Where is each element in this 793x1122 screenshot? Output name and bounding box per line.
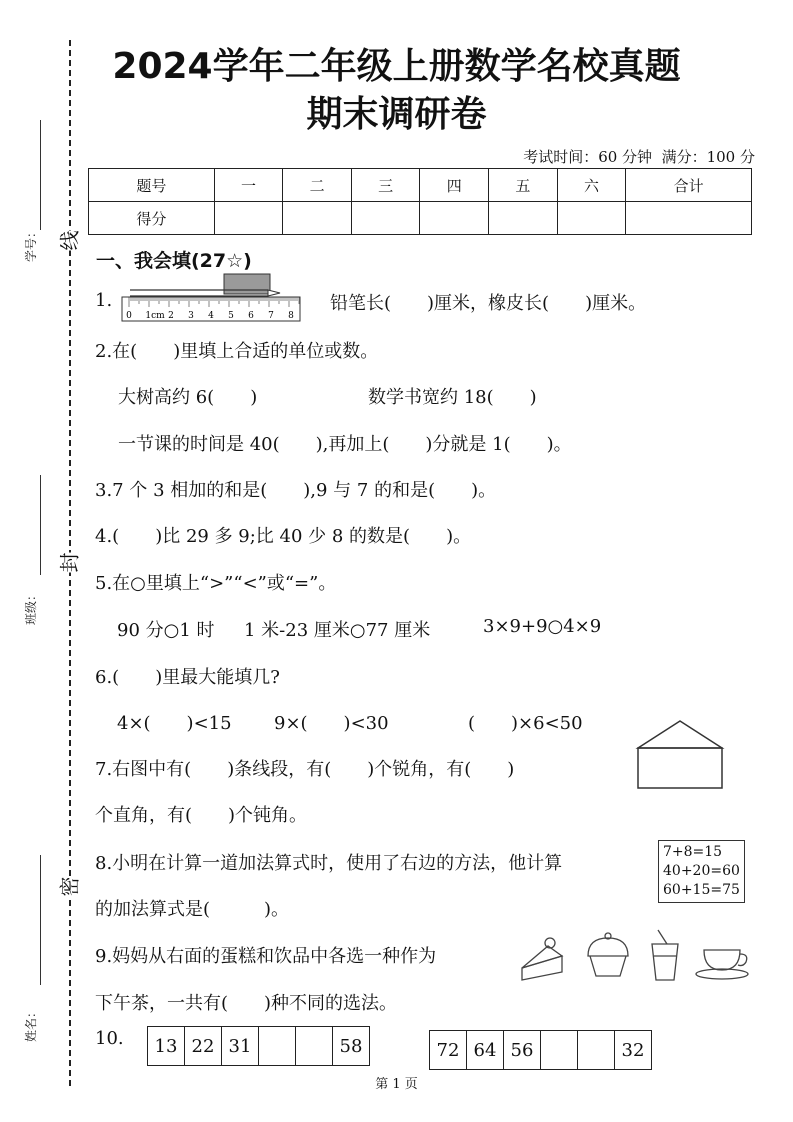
score-cell[interactable]: [283, 202, 352, 235]
q5-item-c: 3×9+9○4×9: [483, 616, 602, 637]
score-cell[interactable]: [557, 202, 626, 235]
q7-text-line2: 个直角，有( )个钝角。: [95, 805, 308, 826]
q8-text-line2: 的加法算式是( )。: [95, 899, 290, 920]
banji-line: [40, 475, 41, 575]
sequence-blank-cell[interactable]: [296, 1027, 333, 1066]
ruler-tick-label: 7: [268, 311, 274, 321]
ruler-tick-label: 8: [288, 311, 294, 321]
calc-line: 40+20=60: [663, 863, 740, 879]
cake-slice-icon: [522, 938, 562, 980]
sequence-cell: 58: [333, 1027, 370, 1066]
sequence-cell: 56: [504, 1031, 541, 1070]
score-header-cell: 合计: [626, 169, 752, 202]
q6-text: 6.( )里最大能填几?: [95, 667, 280, 688]
sequence-blank-cell[interactable]: [541, 1031, 578, 1070]
q2-item-c: 一节课的时间是 40( ),再加上( )分就是 1( )。: [118, 434, 572, 455]
score-cell[interactable]: [351, 202, 420, 235]
q6-item-c: ( )×6<50: [468, 713, 583, 734]
ruler-tick-label: 0: [126, 311, 132, 321]
calculation-box: [658, 840, 745, 903]
calc-line: 7+8=15: [663, 844, 723, 860]
score-header-cell: 五: [489, 169, 558, 202]
ruler-tick-label: 6: [248, 311, 254, 321]
score-header-row: [89, 169, 752, 202]
page-number: 第 1 页: [375, 1077, 418, 1092]
sequence-blank-cell[interactable]: [578, 1031, 615, 1070]
sequence-cell: 31: [222, 1027, 259, 1066]
teacup-icon: [696, 950, 748, 979]
q9-text-line2: 下午茶，一共有( )种不同的选法。: [95, 993, 398, 1014]
q2-text: 2.在( )里填上合适的单位或数。: [95, 341, 379, 362]
eraser-shape: [224, 274, 270, 294]
score-header-cell: 四: [420, 169, 489, 202]
exam-info: 考试时间：60 分钟 满分：100 分: [523, 148, 755, 166]
page-title: 2024学年二年级上册数学名校真题: [112, 46, 681, 87]
side-char-feng: 封: [54, 553, 83, 573]
ruler-tick-label: 3: [188, 311, 194, 321]
q4-text: 4.( )比 29 多 9;比 40 少 8 的数是( )。: [95, 526, 472, 547]
q10-number: 10.: [95, 1028, 124, 1049]
q6-item-a: 4×( )<15: [117, 713, 232, 734]
q3-text: 3.7 个 3 相加的和是( ),9 与 7 的和是( )。: [95, 480, 497, 501]
triangle-roof: [638, 721, 722, 748]
xingming-label: 姓名：: [24, 1005, 38, 1042]
score-cell[interactable]: [489, 202, 558, 235]
q8-text-line1: 8.小明在计算一道加法算式时，使用了右边的方法，他计算: [95, 853, 563, 874]
score-header-cell: 六: [557, 169, 626, 202]
score-cell[interactable]: [626, 202, 752, 235]
xuehao-label: 学号：: [24, 225, 38, 262]
number-sequence-2: [429, 1030, 652, 1070]
side-char-xian: 线: [54, 231, 83, 251]
q5-item-b: 1 米-23 厘米○77 厘米: [244, 620, 431, 641]
q2-item-b: 数学书宽约 18( ): [368, 387, 537, 408]
score-header-cell: 一: [214, 169, 283, 202]
score-header-cell: 二: [283, 169, 352, 202]
house-shape-figure: [634, 718, 726, 792]
ruler-tick-label: 1cm: [145, 311, 165, 321]
xingming-line: [40, 855, 41, 985]
xuehao-line: [40, 120, 41, 230]
ruler-tick-label: 5: [228, 311, 234, 321]
q1-number: 1.: [95, 290, 113, 311]
drink-cup-icon: [652, 930, 678, 980]
score-row-label: 得分: [89, 202, 215, 235]
cupcake-icon: [588, 933, 628, 976]
q5-item-a: 90 分○1 时: [117, 620, 215, 641]
desserts-drinks-figure: [518, 928, 758, 984]
sequence-cell: 32: [615, 1031, 652, 1070]
q1-text: 铅笔长( )厘米，橡皮长( )厘米。: [330, 293, 647, 314]
rectangle-body: [638, 748, 722, 788]
sequence-cell: 64: [467, 1031, 504, 1070]
ruler-pencil-eraser-figure: [118, 270, 308, 326]
q6-item-b: 9×( )<30: [274, 713, 389, 734]
side-char-mi: 密: [54, 877, 83, 897]
sequence-cell: 22: [185, 1027, 222, 1066]
ruler-tick-label: 4: [208, 311, 214, 321]
sequence-cell: 72: [430, 1031, 467, 1070]
page-subtitle: 期末调研卷: [306, 94, 487, 135]
section-heading: 一、我会填(27☆): [96, 250, 252, 272]
score-header-cell: 三: [351, 169, 420, 202]
sequence-blank-cell[interactable]: [259, 1027, 296, 1066]
number-sequence-1: [147, 1026, 370, 1066]
ruler-tick-label: 2: [168, 311, 174, 321]
score-cell[interactable]: [214, 202, 283, 235]
calc-line: 60+15=75: [663, 882, 740, 898]
q5-text: 5.在○里填上“>”“<”或“=”。: [95, 573, 337, 594]
score-header-cell: 题号: [89, 169, 215, 202]
pencil-tip: [268, 290, 280, 296]
score-row: [89, 202, 752, 235]
score-table: [88, 168, 752, 235]
banji-label: 班级：: [24, 588, 38, 625]
q2-item-a: 大树高约 6( ): [118, 387, 258, 408]
q7-text-line1: 7.右图中有( )条线段，有( )个锐角，有( ): [95, 759, 515, 780]
score-cell[interactable]: [420, 202, 489, 235]
sequence-cell: 13: [148, 1027, 185, 1066]
q9-text-line1: 9.妈妈从右面的蛋糕和饮品中各选一种作为: [95, 946, 437, 967]
